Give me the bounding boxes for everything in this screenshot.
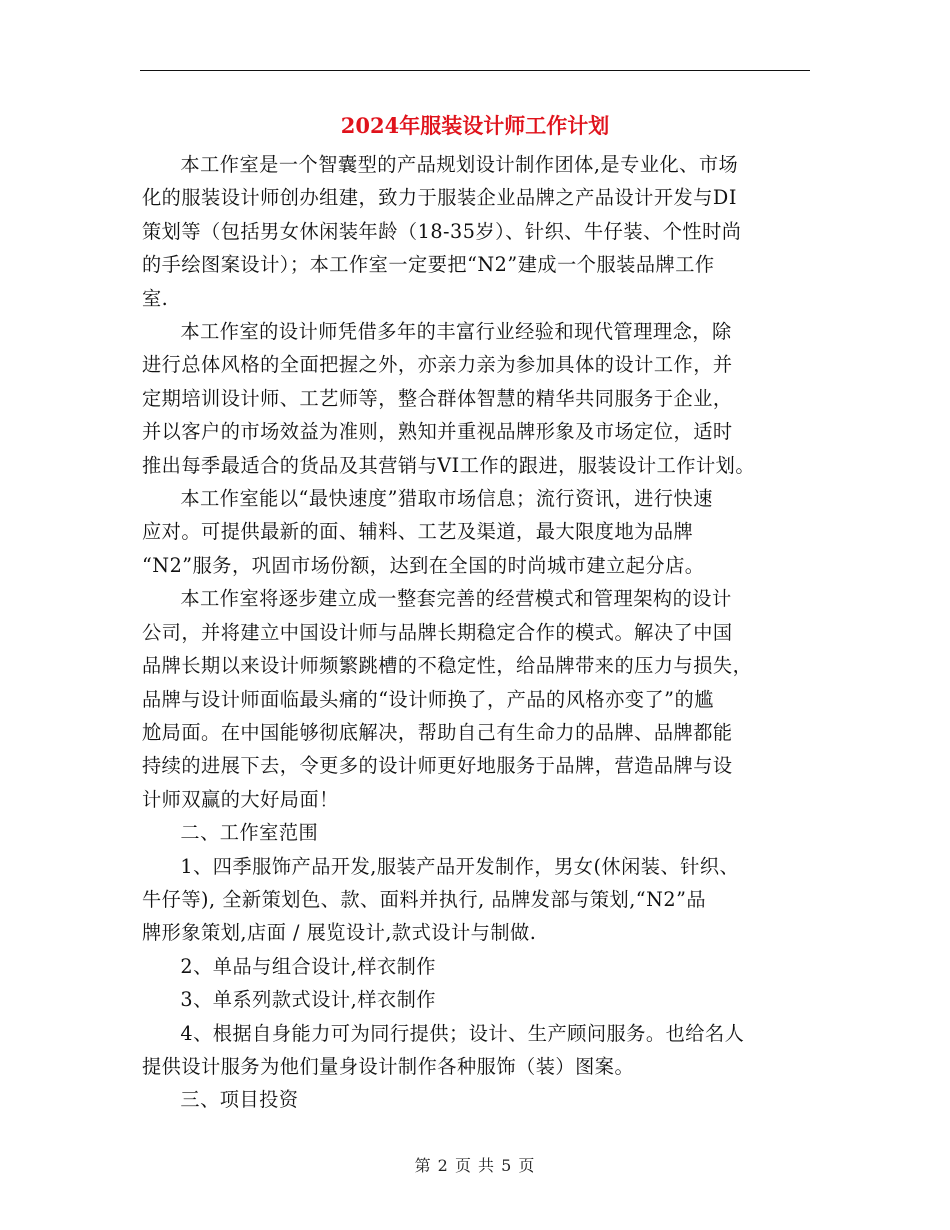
text-line: 4、根据自身能力可为同行提供；设计、生产顾问服务。也给名人 bbox=[180, 1021, 745, 1045]
text-line: 本工作室的设计师凭借多年的丰富行业经验和现代管理理念，除 bbox=[180, 320, 732, 344]
paragraph-speed bbox=[142, 482, 812, 582]
text-line: 牌形象策划,店面 / 展览设计,款式设计与制做. bbox=[142, 921, 537, 945]
paragraph-designers bbox=[142, 315, 812, 482]
header-rule bbox=[140, 70, 810, 71]
text-line: 品牌长期以来设计师频繁跳槽的不稳定性，给品牌带来的压力与损失， bbox=[142, 654, 753, 678]
text-line: 尬局面。在中国能够彻底解决，帮助自己有生命力的品牌、品牌都能 bbox=[142, 720, 733, 744]
text-line: 应对。可提供最新的面、辅料、工艺及渠道，最大限度地为品牌 bbox=[142, 520, 694, 544]
list-item-4 bbox=[142, 1017, 812, 1084]
text-line: 并以客户的市场效益为准则，熟知并重视品牌形象及市场定位，适时 bbox=[142, 420, 733, 444]
list-item-1 bbox=[142, 850, 812, 950]
text-line: 计师双赢的大好局面！ bbox=[142, 787, 339, 811]
text-line: 室. bbox=[142, 286, 169, 310]
section-heading-scope bbox=[142, 816, 812, 849]
text-line: 策划等（包括男女休闲装年龄（18-35岁）、针织、牛仔装、个性时尚 bbox=[142, 219, 742, 243]
text-line: 进行总体风格的全面把握之外，亦亲力亲为参加具体的设计工作，并 bbox=[142, 353, 733, 377]
text-line: 1、四季服饰产品开发,服装产品开发制作，男女(休闲装、针织、 bbox=[180, 854, 740, 878]
document-title: 2024年服装设计师工作计划 bbox=[340, 113, 610, 138]
text-line: 化的服装设计师创办组建，致力于服装企业品牌之产品设计开发与DI bbox=[142, 186, 737, 210]
document-body bbox=[142, 148, 812, 1117]
text-line: 牛仔等), 全新策划色、款、面料并执行, 品牌发部与策划,“N2”品 bbox=[142, 887, 707, 911]
section-heading-investment bbox=[142, 1083, 812, 1116]
text-line: 本工作室是一个智囊型的产品规划设计制作团体,是专业化、市场 bbox=[180, 153, 739, 176]
text-line: “N2”服务，巩固市场份额，达到在全国的时尚城市建立起分店。 bbox=[142, 553, 705, 577]
text-line: 三、项目投资 bbox=[180, 1088, 299, 1112]
paragraph-company bbox=[142, 582, 812, 816]
text-line: 公司，并将建立中国设计师与品牌长期稳定合作的模式。解决了中国 bbox=[142, 620, 733, 644]
paragraph-intro bbox=[142, 148, 812, 315]
text-line: 提供设计服务为他们量身设计制作各种服饰（装）图案。 bbox=[142, 1054, 635, 1078]
text-line: 2、单品与组合设计,样衣制作 bbox=[180, 954, 436, 978]
text-line: 持续的进展下去，令更多的设计师更好地服务于品牌，营造品牌与设 bbox=[142, 754, 733, 778]
text-line: 定期培训设计师、工艺师等，整合群体智慧的精华共同服务于企业， bbox=[142, 386, 733, 410]
page-number-footer: 第 2 页 共 5 页 bbox=[414, 1156, 536, 1175]
text-line: 3、单系列款式设计,样衣制作 bbox=[180, 988, 436, 1012]
text-line: 二、工作室范围 bbox=[180, 821, 319, 845]
text-line: 的手绘图案设计）；本工作室一定要把“N2”建成一个服装品牌工作 bbox=[142, 253, 715, 277]
text-line: 品牌与设计师面临最头痛的“设计师换了，产品的风格亦变了”的尴 bbox=[142, 687, 714, 711]
list-item-3 bbox=[142, 983, 812, 1016]
list-item-2 bbox=[142, 950, 812, 983]
text-line: 本工作室能以“最快速度”猎取市场信息；流行资讯，进行快速 bbox=[180, 487, 713, 511]
text-line: 推出每季最适合的货品及其营销与VI工作的跟进，服装设计工作计划。 bbox=[142, 453, 756, 477]
text-line: 本工作室将逐步建立成一整套完善的经营模式和管理架构的设计 bbox=[180, 587, 732, 611]
